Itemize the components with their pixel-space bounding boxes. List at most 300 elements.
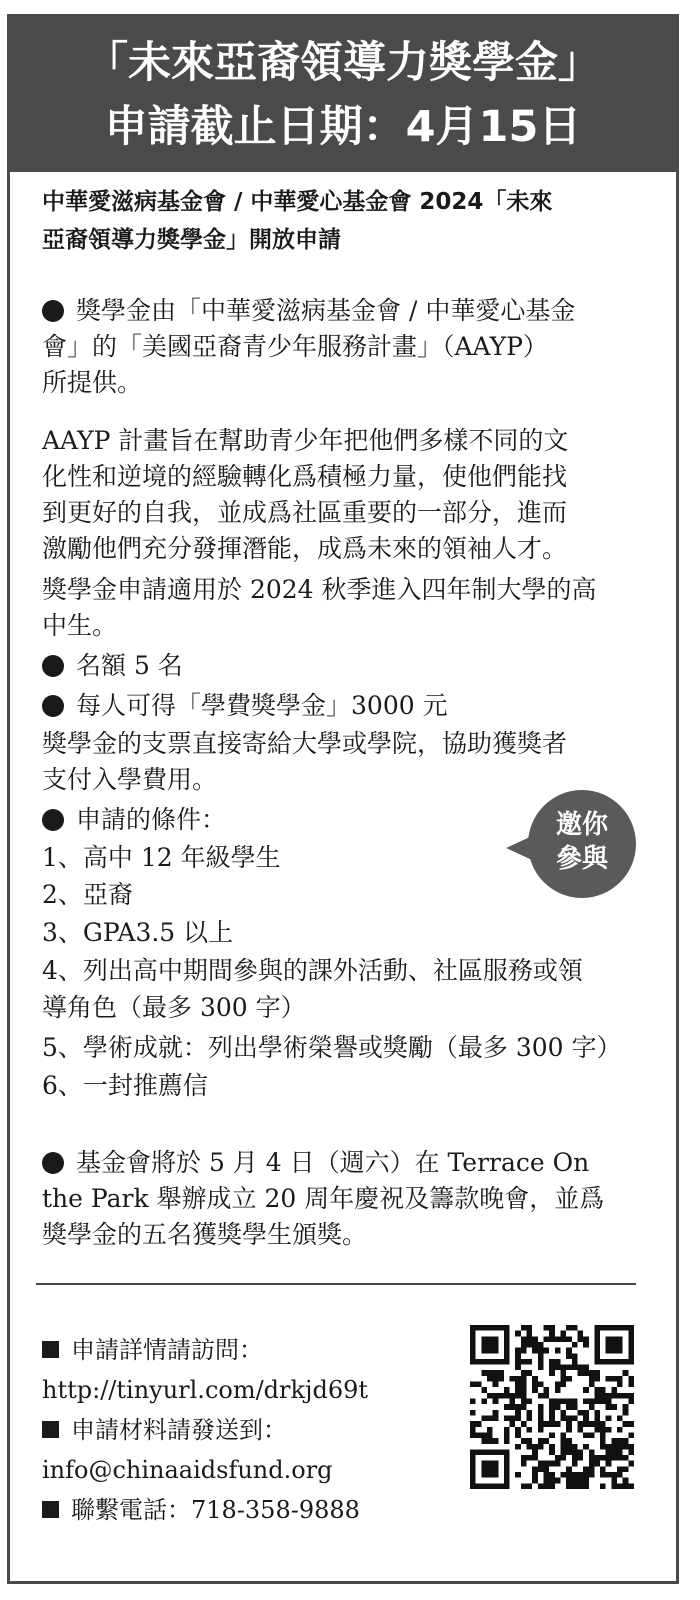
qr-module <box>544 1348 550 1354</box>
qr-module <box>527 1438 533 1444</box>
qr-module <box>560 1415 566 1421</box>
qr-module <box>623 1444 629 1450</box>
qr-module <box>538 1466 544 1472</box>
body-line-text: 4、列出高中期間參與的課外活動、社區服務或領 <box>42 956 583 985</box>
bullet-item <box>42 1145 589 1181</box>
qr-module <box>521 1336 527 1342</box>
qr-module <box>566 1404 572 1410</box>
qr-module <box>487 1427 493 1433</box>
qr-module <box>623 1404 629 1410</box>
qr-module <box>504 1387 510 1393</box>
qr-module <box>521 1461 527 1467</box>
qr-module <box>527 1455 533 1461</box>
body-line-text: 支付入學費用。 <box>42 765 218 794</box>
qr-module <box>470 1432 476 1438</box>
qr-module <box>623 1370 629 1376</box>
qr-module <box>583 1432 589 1438</box>
qr-module <box>566 1348 572 1354</box>
qr-module <box>583 1342 589 1348</box>
qr-module <box>527 1399 533 1405</box>
bullet-dot-icon <box>42 1152 64 1174</box>
qr-module <box>521 1325 527 1331</box>
qr-module <box>532 1387 538 1393</box>
qr-module <box>544 1483 550 1489</box>
body-line-text: 激勵他們充分發揮潛能，成爲未來的領袖人才。 <box>42 534 568 563</box>
qr-module <box>515 1382 521 1388</box>
qr-module <box>600 1421 606 1427</box>
qr-module <box>606 1444 612 1450</box>
qr-module <box>589 1404 595 1410</box>
divider <box>36 1283 636 1285</box>
qr-module <box>560 1410 566 1416</box>
body-line <box>42 1030 622 1066</box>
qr-module <box>611 1483 617 1489</box>
qr-module <box>521 1387 527 1393</box>
invite-badge <box>528 790 636 898</box>
qr-module <box>521 1359 527 1365</box>
body-line-text: 基金會將於 5 月 4 日（週六）在 Terrace On <box>76 1148 590 1177</box>
qr-module <box>572 1472 578 1478</box>
qr-module <box>611 1455 617 1461</box>
qr-module <box>583 1336 589 1342</box>
square-bullet-icon <box>42 1501 59 1518</box>
qr-module <box>606 1404 612 1410</box>
qr-module <box>532 1376 538 1382</box>
qr-module <box>538 1444 544 1450</box>
qr-module <box>476 1421 482 1427</box>
qr-module <box>589 1370 595 1376</box>
qr-module <box>617 1472 623 1478</box>
qr-module <box>628 1483 634 1489</box>
qr-module <box>504 1427 510 1433</box>
qr-module <box>560 1455 566 1461</box>
qr-module <box>628 1421 634 1427</box>
qr-module <box>572 1353 578 1359</box>
body-line-text: the Park 舉辦成立 20 周年慶祝及籌款晚會，並爲 <box>42 1184 605 1213</box>
qr-module <box>549 1359 555 1365</box>
body-line-text: 獎學金的五名獲獎學生頒獎。 <box>42 1220 368 1249</box>
qr-module <box>481 1399 487 1405</box>
qr-module <box>600 1387 606 1393</box>
qr-module <box>617 1444 623 1450</box>
contact-line-text: 聯繫電話：718-358-9888 <box>71 1496 360 1524</box>
qr-module <box>555 1387 561 1393</box>
qr-module <box>470 1421 476 1427</box>
qr-module <box>487 1438 493 1444</box>
body-line-text: 導角色（最多 300 字） <box>42 993 306 1022</box>
qr-module <box>594 1393 600 1399</box>
qr-module <box>600 1466 606 1472</box>
qr-module <box>572 1415 578 1421</box>
qr-module <box>594 1376 600 1382</box>
qr-module <box>589 1455 595 1461</box>
qr-module <box>628 1399 634 1405</box>
qr-module <box>560 1376 566 1382</box>
qr-module <box>600 1427 606 1433</box>
qr-module <box>544 1336 550 1342</box>
qr-module <box>510 1415 516 1421</box>
qr-module <box>572 1483 578 1489</box>
qr-module <box>538 1461 544 1467</box>
body-line-text: 3、GPA3.5 以上 <box>42 918 234 947</box>
qr-code-icon[interactable] <box>470 1325 634 1489</box>
body-line-text: 1、高中 12 年級學生 <box>42 843 281 872</box>
qr-module <box>515 1415 521 1421</box>
contact-line-text: http://tinyurl.com/drkjd69t <box>42 1376 369 1404</box>
qr-module <box>600 1393 606 1399</box>
qr-module <box>504 1432 510 1438</box>
qr-module <box>577 1472 583 1478</box>
qr-module <box>594 1399 600 1405</box>
qr-module <box>549 1432 555 1438</box>
qr-module <box>566 1353 572 1359</box>
qr-module <box>493 1382 499 1388</box>
qr-module <box>487 1376 493 1382</box>
qr-module <box>572 1342 578 1348</box>
body-line <box>42 495 567 531</box>
badge-line: 參與 <box>555 844 608 874</box>
qr-module <box>589 1399 595 1405</box>
qr-module <box>600 1438 606 1444</box>
body-line <box>42 423 568 459</box>
qr-module <box>623 1421 629 1427</box>
qr-module <box>515 1472 521 1478</box>
qr-module <box>521 1399 527 1405</box>
contact-line-text: 申請材料請發送到： <box>71 1416 287 1444</box>
qr-module <box>566 1466 572 1472</box>
qr-module <box>611 1387 617 1393</box>
body-line <box>42 1217 367 1253</box>
qr-module <box>521 1348 527 1354</box>
subtitle <box>42 183 642 259</box>
qr-module <box>566 1376 572 1382</box>
qr-module <box>606 1376 612 1382</box>
qr-module <box>544 1393 550 1399</box>
qr-module <box>470 1427 476 1433</box>
qr-module <box>577 1455 583 1461</box>
body-line-text: 獎學金由「中華愛滋病基金會 / 中華愛心基金 <box>76 296 576 325</box>
qr-module <box>521 1393 527 1399</box>
qr-module <box>510 1376 516 1382</box>
qr-module <box>527 1415 533 1421</box>
qr-module <box>583 1415 589 1421</box>
qr-module <box>532 1382 538 1388</box>
body-line-text: 5、學術成就：列出學術榮譽或獎勵（最多 300 字） <box>42 1033 622 1062</box>
qr-module <box>549 1421 555 1427</box>
qr-module <box>521 1438 527 1444</box>
body-line-text: 獎學金的支票直接寄給大學或學院，協助獲獎者 <box>42 729 568 758</box>
qr-module <box>589 1449 595 1455</box>
qr-module <box>572 1365 578 1371</box>
qr-module <box>515 1432 521 1438</box>
qr-module <box>611 1478 617 1484</box>
qr-module <box>510 1399 516 1405</box>
qr-module <box>481 1432 487 1438</box>
bullet-item <box>42 648 183 684</box>
qr-module <box>544 1387 550 1393</box>
qr-module <box>527 1444 533 1450</box>
qr-module <box>594 1370 600 1376</box>
qr-module <box>521 1421 527 1427</box>
qr-module <box>515 1365 521 1371</box>
qr-module <box>566 1365 572 1371</box>
qr-module <box>617 1455 623 1461</box>
qr-module <box>538 1427 544 1433</box>
bullet-item <box>42 802 226 838</box>
qr-module <box>577 1336 583 1342</box>
qr-module <box>549 1461 555 1467</box>
qr-module <box>611 1393 617 1399</box>
qr-module <box>532 1449 538 1455</box>
square-bullet-icon <box>42 1421 59 1438</box>
qr-module <box>589 1382 595 1388</box>
body-line <box>42 840 281 876</box>
qr-module <box>549 1336 555 1342</box>
qr-module <box>555 1336 561 1342</box>
qr-module <box>577 1410 583 1416</box>
qr-module <box>560 1370 566 1376</box>
body-line <box>42 877 133 913</box>
qr-module <box>572 1455 578 1461</box>
qr-module <box>549 1478 555 1484</box>
qr-module <box>538 1359 544 1365</box>
qr-module <box>527 1359 533 1365</box>
qr-module <box>538 1421 544 1427</box>
qr-module <box>560 1382 566 1388</box>
qr-module <box>555 1348 561 1354</box>
qr-module <box>549 1415 555 1421</box>
qr-module <box>628 1376 634 1382</box>
qr-module <box>532 1472 538 1478</box>
qr-module <box>623 1410 629 1416</box>
qr-module <box>623 1483 629 1489</box>
qr-module <box>566 1415 572 1421</box>
qr-module <box>476 1382 482 1388</box>
qr-module <box>617 1376 623 1382</box>
qr-module <box>572 1478 578 1484</box>
qr-module <box>617 1466 623 1472</box>
qr-module <box>577 1370 583 1376</box>
qr-module <box>560 1432 566 1438</box>
qr-module <box>527 1483 533 1489</box>
body-line-text: 到更好的自我，並成爲社區重要的一部分，進而 <box>42 498 568 527</box>
qr-module <box>572 1461 578 1467</box>
qr-module <box>555 1359 561 1365</box>
qr-module <box>572 1359 578 1365</box>
qr-module <box>623 1438 629 1444</box>
qr-module <box>560 1399 566 1405</box>
qr-module <box>623 1466 629 1472</box>
qr-module <box>583 1365 589 1371</box>
qr-module <box>628 1382 634 1388</box>
qr-module <box>527 1336 533 1342</box>
header-deadline: 申請截止日期：4月15日 <box>104 102 582 152</box>
qr-module <box>617 1427 623 1433</box>
qr-module <box>611 1404 617 1410</box>
header-banner <box>10 17 676 172</box>
qr-module <box>594 1461 600 1467</box>
qr-module <box>527 1410 533 1416</box>
qr-module <box>532 1342 538 1348</box>
qr-module <box>487 1393 493 1399</box>
qr-module <box>583 1370 589 1376</box>
qr-module <box>583 1472 589 1478</box>
body-line <box>42 531 567 567</box>
qr-module <box>493 1393 499 1399</box>
qr-module <box>572 1449 578 1455</box>
qr-module <box>521 1370 527 1376</box>
qr-module <box>521 1455 527 1461</box>
qr-module <box>549 1399 555 1405</box>
qr-module <box>515 1376 521 1382</box>
qr-module <box>510 1404 516 1410</box>
qr-module <box>560 1365 566 1371</box>
qr-module <box>594 1415 600 1421</box>
qr-module <box>538 1348 544 1354</box>
qr-module <box>606 1427 612 1433</box>
body-line-text: 名額 5 名 <box>76 651 183 680</box>
qr-module <box>544 1438 550 1444</box>
qr-module <box>487 1432 493 1438</box>
header-title: 「未來亞裔領導力獎學金」 <box>85 38 601 88</box>
qr-module <box>510 1421 516 1427</box>
body-line <box>42 329 548 365</box>
contact-line-text: 申請詳情請訪問： <box>71 1336 263 1364</box>
qr-module <box>600 1444 606 1450</box>
qr-module <box>515 1410 521 1416</box>
qr-module <box>560 1336 566 1342</box>
qr-module <box>544 1466 550 1472</box>
qr-module <box>544 1472 550 1478</box>
qr-module <box>538 1342 544 1348</box>
qr-module <box>583 1483 589 1489</box>
body-line-text: 中生。 <box>42 611 118 640</box>
qr-module <box>606 1455 612 1461</box>
bullet-dot-icon <box>42 655 64 677</box>
qr-module <box>549 1365 555 1371</box>
qr-module <box>617 1415 623 1421</box>
square-bullet-icon <box>42 1341 59 1358</box>
qr-module <box>515 1387 521 1393</box>
qr-module <box>566 1438 572 1444</box>
qr-module <box>532 1348 538 1354</box>
body-line <box>42 365 142 401</box>
body-line <box>42 953 583 989</box>
body-line <box>42 459 567 495</box>
qr-module <box>583 1478 589 1484</box>
qr-module <box>493 1410 499 1416</box>
body-line-text: 6、一封推薦信 <box>42 1071 208 1100</box>
qr-module <box>470 1382 476 1388</box>
qr-module <box>549 1483 555 1489</box>
contact-line-text: info@chinaaidsfund.org <box>42 1456 333 1484</box>
qr-module <box>532 1444 538 1450</box>
qr-module <box>493 1438 499 1444</box>
qr-module <box>617 1393 623 1399</box>
qr-module <box>549 1370 555 1376</box>
qr-module <box>527 1325 533 1331</box>
qr-module <box>515 1353 521 1359</box>
qr-module <box>544 1325 550 1331</box>
contact-line[interactable] <box>42 1372 368 1408</box>
qr-module <box>470 1399 476 1405</box>
qr-module <box>589 1432 595 1438</box>
qr-module <box>583 1387 589 1393</box>
qr-module <box>544 1461 550 1467</box>
qr-module <box>555 1478 561 1484</box>
bullet-dot-icon <box>42 809 64 831</box>
qr-module <box>527 1331 533 1337</box>
qr-module <box>532 1336 538 1342</box>
body-line <box>42 1181 604 1217</box>
qr-module <box>538 1393 544 1399</box>
qr-module <box>566 1449 572 1455</box>
subtitle-line: 中華愛滋病基金會 / 中華愛心基金會 2024「未來 <box>42 189 553 215</box>
qr-module <box>538 1483 544 1489</box>
qr-module <box>611 1438 617 1444</box>
body-line-text: 會」的「美國亞裔青少年服務計畫」（AAYP） <box>42 332 548 361</box>
contact-line[interactable] <box>42 1452 333 1488</box>
qr-module <box>527 1370 533 1376</box>
bullet-dot-icon <box>42 695 64 717</box>
body-line <box>42 608 117 644</box>
qr-module <box>544 1478 550 1484</box>
qr-module <box>555 1399 561 1405</box>
qr-module <box>493 1376 499 1382</box>
qr-module <box>589 1461 595 1467</box>
qr-module <box>481 1387 487 1393</box>
qr-module <box>493 1415 499 1421</box>
qr-module <box>560 1472 566 1478</box>
qr-module <box>498 1376 504 1382</box>
qr-module <box>515 1331 521 1337</box>
qr-module <box>498 1393 504 1399</box>
body-line-text: AAYP 計畫旨在幫助青少年把他們多樣不同的文 <box>42 426 569 455</box>
qr-module <box>628 1449 634 1455</box>
qr-module <box>481 1438 487 1444</box>
qr-module <box>504 1404 510 1410</box>
qr-module <box>566 1427 572 1433</box>
body-line <box>42 915 233 951</box>
qr-module <box>583 1399 589 1405</box>
qr-module <box>515 1393 521 1399</box>
body-line <box>42 990 306 1026</box>
qr-module <box>617 1438 623 1444</box>
qr-module <box>589 1472 595 1478</box>
body-line <box>42 762 217 798</box>
body-line <box>42 572 597 608</box>
body-line-text: 所提供。 <box>42 368 143 397</box>
qr-module <box>560 1449 566 1455</box>
qr-module <box>538 1365 544 1371</box>
qr-finder-core <box>606 1336 623 1353</box>
body-line-text: 獎學金申請適用於 2024 秋季進入四年制大學的高 <box>42 575 597 604</box>
qr-module <box>521 1382 527 1388</box>
qr-module <box>476 1432 482 1438</box>
body-line-text: 每人可得「學費獎學金」3000 元 <box>76 691 448 720</box>
qr-module <box>628 1393 634 1399</box>
qr-module <box>560 1331 566 1337</box>
qr-module <box>623 1455 629 1461</box>
qr-module <box>623 1478 629 1484</box>
qr-module <box>583 1410 589 1416</box>
qr-module <box>606 1399 612 1405</box>
qr-module <box>606 1472 612 1478</box>
qr-module <box>555 1382 561 1388</box>
qr-module <box>515 1444 521 1450</box>
qr-module <box>628 1444 634 1450</box>
qr-module <box>544 1421 550 1427</box>
